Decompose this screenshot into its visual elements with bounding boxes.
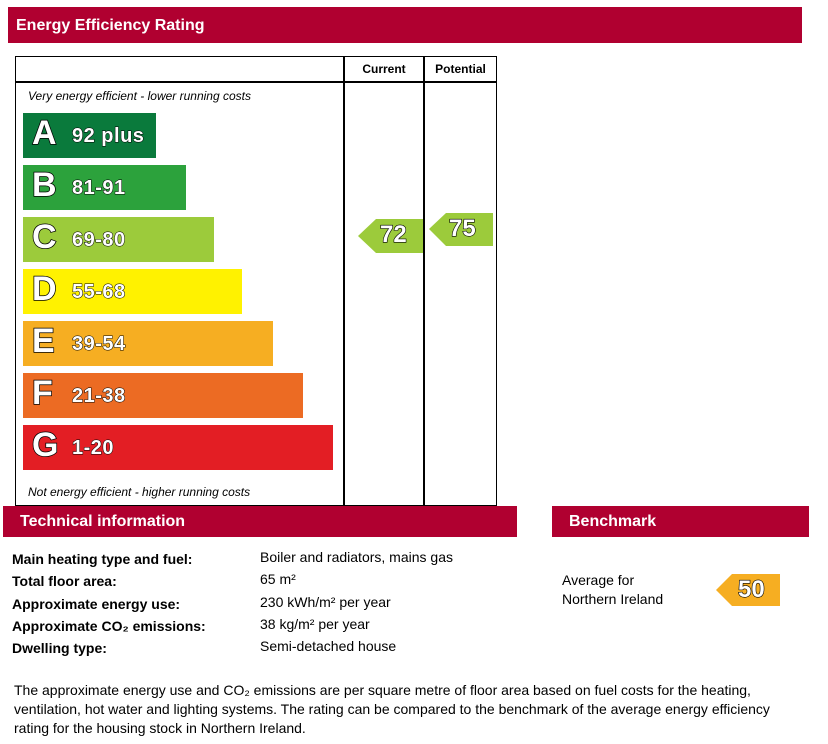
tech-label: Approximate energy use:	[12, 596, 181, 612]
divider-potential	[423, 56, 425, 506]
technical-info-header: Technical information	[3, 506, 517, 537]
efficient-note: Very energy efficient - lower running costs	[28, 89, 251, 103]
band-range: 1-20	[72, 437, 115, 459]
column-header-current: Current	[362, 62, 406, 76]
benchmark-label-line1: Average for	[562, 572, 635, 588]
band-range: 39-54	[72, 333, 126, 355]
benchmark-value: 50	[738, 576, 765, 603]
band-range: 92 plus	[72, 125, 145, 147]
band-c	[23, 217, 214, 262]
benchmark-header: Benchmark	[552, 506, 809, 537]
band-letter: G	[32, 426, 59, 464]
benchmark-label-line2: Northern Ireland	[562, 591, 664, 607]
band-f	[23, 373, 303, 418]
band-b	[23, 165, 186, 210]
tech-label: Main heating type and fuel:	[12, 551, 193, 567]
band-a	[23, 113, 156, 158]
footnote-text: The approximate energy use and CO₂ emissions are per square metre of floor area based on fuel costs for the heating, ventilation, hot water and lighting systems. The rating can be compared to the benchmark of the average energy efficiency rating for the housing stock in Northern Ireland.	[14, 682, 770, 736]
band-letter: C	[32, 218, 57, 256]
band-g	[23, 425, 333, 470]
header-divider	[15, 81, 497, 83]
divider-current	[343, 56, 345, 506]
tech-label: Dwelling type:	[12, 640, 107, 656]
column-header-potential: Potential	[435, 62, 486, 76]
band-range: 55-68	[72, 281, 126, 303]
band-letter: E	[32, 322, 55, 360]
band-letter: D	[32, 270, 57, 308]
tech-value: Semi-detached house	[260, 638, 397, 654]
tech-value: 230 kWh/m² per year	[260, 594, 391, 610]
potential-rating-arrow	[429, 213, 493, 246]
benchmark-arrow	[716, 574, 780, 606]
tech-label: Total floor area:	[12, 573, 117, 589]
tech-value: 38 kg/m² per year	[260, 616, 370, 632]
page-title: Energy Efficiency Rating	[8, 7, 802, 43]
band-letter: A	[32, 114, 57, 152]
tech-value: 65 m²	[260, 571, 296, 587]
inefficient-note: Not energy efficient - higher running costs	[28, 485, 251, 499]
band-range: 69-80	[72, 229, 126, 251]
current-rating-value: 72	[380, 221, 407, 248]
tech-label: Approximate CO₂ emissions:	[12, 618, 206, 634]
band-range: 21-38	[72, 385, 126, 407]
band-letter: B	[32, 166, 57, 204]
band-range: 81-91	[72, 177, 126, 199]
band-letter: F	[32, 374, 53, 412]
potential-rating-value: 75	[449, 215, 476, 242]
band-e	[23, 321, 273, 366]
current-rating-arrow	[358, 219, 423, 253]
band-d	[23, 269, 242, 314]
tech-value: Boiler and radiators, mains gas	[260, 549, 453, 565]
